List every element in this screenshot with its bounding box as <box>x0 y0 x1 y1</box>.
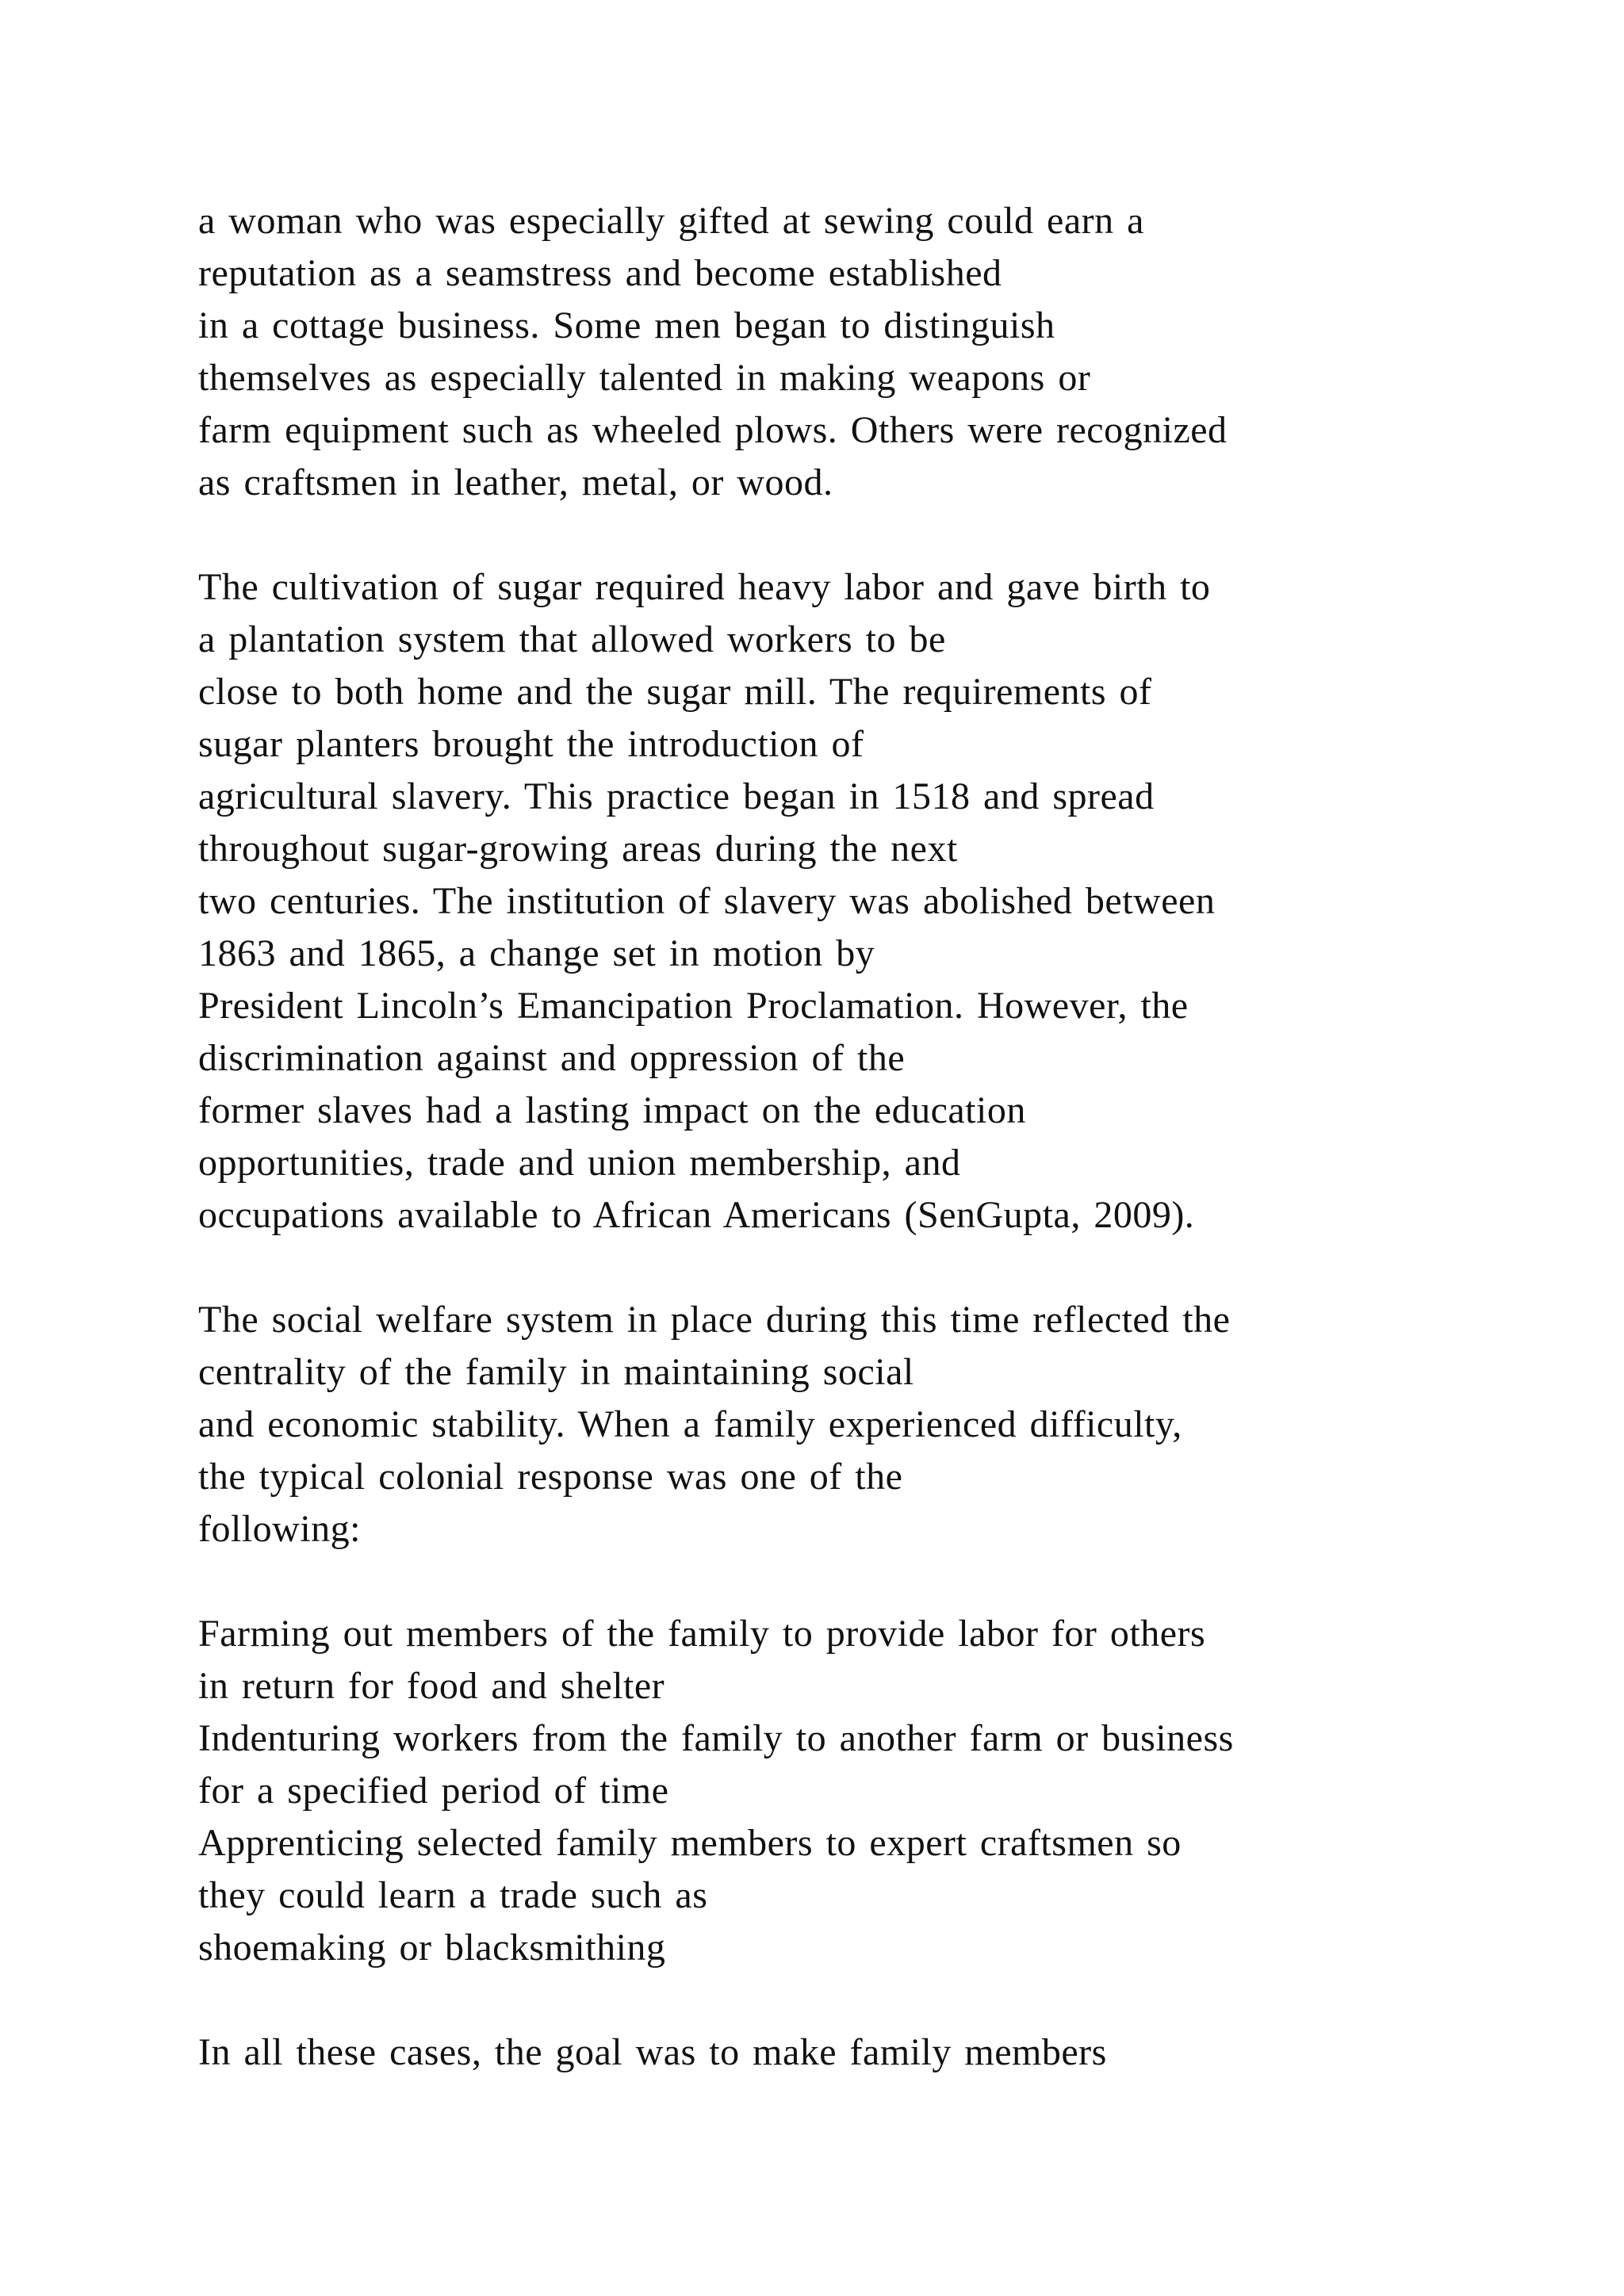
paragraph-spacer <box>198 1556 1507 1608</box>
paragraph-spacer <box>198 509 1507 561</box>
text-line: agricultural slavery. This practice began in 1518 and spread <box>198 775 1155 817</box>
text-line: centrality of the family in maintaining social <box>198 1351 914 1393</box>
paragraph-goal <box>198 2026 1507 2079</box>
text-line: Indenturing workers from the family to another farm or business <box>198 1717 1234 1759</box>
text-line: occupations available to African Americans (SenGupta, 2009). <box>198 1194 1195 1236</box>
text-line: In all these cases, the goal was to make family members <box>198 2031 1107 2073</box>
text-line: Apprenticing selected family members to expert craftsmen so <box>198 1822 1182 1864</box>
text-line: throughout sugar-growing areas during the next <box>198 828 958 870</box>
text-line: themselves as especially talented in making weapons or <box>198 357 1091 399</box>
text-line: following: <box>198 1508 361 1550</box>
text-line: in return for food and shelter <box>198 1665 665 1707</box>
text-line: in a cottage business. Some men began to distinguish <box>198 304 1055 346</box>
text-line: for a specified period of time <box>198 1770 669 1812</box>
document-body <box>198 195 1507 2079</box>
paragraph-craftsmen <box>198 195 1507 509</box>
paragraph-sugar-slavery <box>198 561 1507 1242</box>
text-line: The social welfare system in place during this time reflected the <box>198 1299 1231 1341</box>
text-line: opportunities, trade and union membership, and <box>198 1142 961 1184</box>
text-line: close to both home and the sugar mill. The requirements of <box>198 671 1152 713</box>
paragraph-social-welfare <box>198 1294 1507 1556</box>
text-line: farm equipment such as wheeled plows. Others were recognized <box>198 409 1228 451</box>
paragraph-spacer <box>198 1974 1507 2026</box>
paragraph-responses-list <box>198 1608 1507 1974</box>
text-line: two centuries. The institution of slavery was abolished between <box>198 880 1216 922</box>
text-line: The cultivation of sugar required heavy labor and gave birth to <box>198 566 1211 608</box>
paragraph-spacer <box>198 1242 1507 1294</box>
text-line: sugar planters brought the introduction of <box>198 723 864 765</box>
text-line: Farming out members of the family to provide labor for others <box>198 1613 1206 1655</box>
text-line: former slaves had a lasting impact on the education <box>198 1089 1026 1131</box>
text-line: shoemaking or blacksmithing <box>198 1927 666 1969</box>
text-line: President Lincoln’s Emancipation Proclamation. However, the <box>198 985 1189 1027</box>
text-line: reputation as a seamstress and become established <box>198 252 1002 294</box>
text-line: 1863 and 1865, a change set in motion by <box>198 932 875 974</box>
text-line: as craftsmen in leather, metal, or wood. <box>198 461 833 503</box>
text-line: they could learn a trade such as <box>198 1874 708 1916</box>
text-line: and economic stability. When a family experienced difficulty, <box>198 1403 1182 1445</box>
text-line: discrimination against and oppression of the <box>198 1037 906 1079</box>
text-line: the typical colonial response was one of the <box>198 1456 903 1498</box>
text-line: a plantation system that allowed workers to be <box>198 618 946 660</box>
text-line: a woman who was especially gifted at sewing could earn a <box>198 200 1144 242</box>
